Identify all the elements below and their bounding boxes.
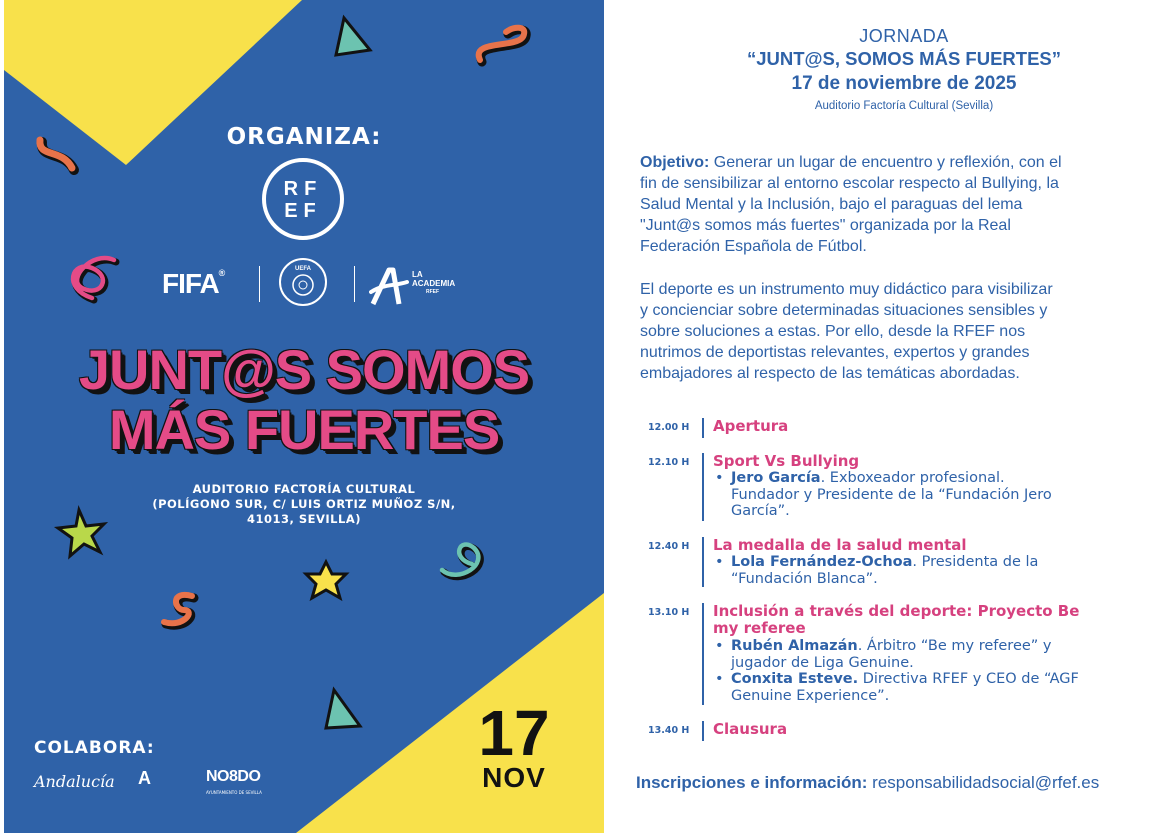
rfef-logo-line1: RF xyxy=(283,178,323,200)
headline-line1: JUNT@S SOMOS xyxy=(78,338,530,401)
sport-line4: nutrimos de deportistas relevantes, expertos y grandes xyxy=(640,344,1030,361)
objective-line2: fin de sensibilizar al entorno escolar respecto al Bullying, la xyxy=(640,175,1059,192)
organiza-heading: ORGANIZA: xyxy=(226,124,382,150)
academia-line3: RFEF xyxy=(426,289,440,295)
speaker-desc: . Árbitro “Be my referee” y xyxy=(857,638,1052,654)
fifa-logo-text: FIFA xyxy=(162,268,219,299)
agenda-time: 13.10 H xyxy=(648,607,690,618)
partner-logos xyxy=(154,258,464,310)
sport-line5: embajadores al respecto de las temáticas abordadas. xyxy=(640,365,1020,382)
registration-email[interactable]: responsabilidadsocial@rfef.es xyxy=(867,773,1100,792)
agenda-slot xyxy=(644,603,1163,707)
venue-line1: AUDITORIO FACTORÍA CULTURAL xyxy=(192,482,416,496)
triangle-confetti-bottom xyxy=(326,690,360,728)
sport-line2: y concienciar sobre determinadas situaciones sensibles y xyxy=(640,302,1048,319)
spiral-right xyxy=(442,544,478,574)
agenda-title: La medalla de la salud mental xyxy=(713,536,967,554)
agenda-divider xyxy=(702,603,704,705)
objective-line1: Generar un lugar de encuentro y reflexión, con el xyxy=(709,154,1062,171)
triangle-confetti-top xyxy=(336,18,370,55)
speaker-name: Lola Fernández-Ochoa xyxy=(731,554,913,570)
agenda-title xyxy=(713,603,1079,637)
agenda-time: 13.40 H xyxy=(648,725,690,736)
academia-line2: ACADEMIA xyxy=(412,279,456,288)
poster-day: 17 xyxy=(478,697,550,769)
agenda-divider xyxy=(702,537,704,587)
speaker-desc: . Exboxeador profesional. xyxy=(820,470,1005,486)
event-venue: Auditorio Factoría Cultural (Sevilla) xyxy=(814,100,994,112)
colabora-heading: COLABORA: xyxy=(34,738,155,758)
la-academia-logo-text xyxy=(412,270,455,297)
agenda-divider xyxy=(702,418,704,438)
speaker-desc-cont: García”. xyxy=(731,503,790,519)
speaker-desc-cont: Fundador y Presidente de la “Fundación Jero xyxy=(731,486,1052,503)
objective-line4: "Junt@s somos más fuertes" organizada por la Real xyxy=(640,217,1011,234)
agenda-speakers xyxy=(713,470,1052,520)
agenda-slot xyxy=(644,537,1163,587)
venue-line3: 41013, SEVILLA) xyxy=(246,512,361,526)
andalucia-logo: Andalucía xyxy=(34,772,115,791)
event-slogan: “JUNT@S, SOMOS MÁS FUERTES” xyxy=(746,48,1062,69)
logo-separator xyxy=(259,266,260,302)
speaker-item xyxy=(713,638,1079,655)
speaker-desc-cont: “Fundación Blanca”. xyxy=(731,570,878,587)
uefa-logo-text: UEFA xyxy=(294,266,311,272)
rfef-logo xyxy=(262,158,344,240)
bullet: • xyxy=(715,638,724,654)
sport-paragraph xyxy=(640,279,1163,384)
nodo-logo: NO8DO xyxy=(206,768,261,785)
objective-paragraph xyxy=(640,152,1163,257)
venue-line2: (POLÍGONO SUR, C/ LUIS ORTIZ MUÑOZ S/N, xyxy=(152,497,456,511)
academia-line1: LA xyxy=(412,270,423,279)
collaborator-logos xyxy=(34,766,274,806)
registration-info xyxy=(636,773,1099,793)
sport-line3: sobre soluciones a estas. Por ello, desde la RFEF nos xyxy=(640,323,1026,340)
bullet: • xyxy=(715,470,724,486)
event-poster xyxy=(4,0,604,833)
bullet: • xyxy=(715,671,724,687)
agenda-title-line2: my referee xyxy=(713,619,806,637)
agenda-divider xyxy=(702,721,704,741)
speaker-name: Jero García xyxy=(731,470,821,486)
speaker-item xyxy=(713,671,1079,688)
agenda-slot xyxy=(644,453,1163,523)
agenda-divider xyxy=(702,453,704,521)
fifa-registered-mark: ® xyxy=(218,268,225,278)
nodo-logo-subtitle: AYUNTAMIENTO DE SEVILLA xyxy=(206,790,262,795)
objective-label: Objetivo: xyxy=(640,154,710,171)
objective-line5: Federación Española de Fútbol. xyxy=(640,238,867,255)
venue-address xyxy=(4,482,604,527)
headline-line2: MÁS FUERTES xyxy=(108,398,500,461)
poster-month: NOV xyxy=(482,762,546,793)
event-date: 17 de noviembre de 2025 xyxy=(791,73,1017,94)
agenda-time: 12.00 H xyxy=(648,422,690,433)
speaker-item xyxy=(713,554,1038,571)
agenda-time: 12.10 H xyxy=(648,457,690,468)
agenda-title: Apertura xyxy=(713,417,789,435)
academia-a-icon xyxy=(369,266,409,306)
objective-line3: Salud Mental y la Inclusión, bajo el paraguas del lema xyxy=(640,196,1023,213)
agenda-title-line1: Inclusión a través del deporte: Proyecto Be xyxy=(713,602,1080,620)
speaker-item xyxy=(713,470,1052,487)
agenda-slot xyxy=(644,418,1163,438)
speaker-desc-cont: Genuine Experience”. xyxy=(731,687,890,704)
registration-label: Inscripciones e información: xyxy=(636,773,868,792)
speaker-name: Rubén Almazán xyxy=(731,638,858,654)
speaker-desc: . Presidenta de la xyxy=(912,554,1039,570)
uefa-logo xyxy=(279,258,327,306)
star-confetti-yellow xyxy=(306,562,346,598)
agenda-title: Clausura xyxy=(713,720,788,738)
uefa-stars-icon xyxy=(281,272,325,302)
agenda-speakers xyxy=(713,638,1079,704)
fifa-logo xyxy=(162,268,224,300)
agenda-slot xyxy=(644,721,1163,741)
junta-a-logo: A xyxy=(138,768,151,788)
jornada-label: JORNADA xyxy=(859,26,949,46)
rfef-logo-line2: EF xyxy=(284,200,322,222)
speaker-name: Conxita Esteve. xyxy=(731,671,859,687)
speaker-desc: Directiva RFEF y CEO de “AGF xyxy=(858,671,1079,687)
bullet: • xyxy=(715,554,724,570)
logo-separator xyxy=(354,266,355,302)
la-academia-logo-mark xyxy=(369,266,409,312)
sport-line1: El deporte es un instrumento muy didáctico para visibilizar xyxy=(640,281,1053,298)
agenda-speakers xyxy=(713,554,1038,587)
event-info-panel xyxy=(604,0,1163,837)
agenda-title: Sport Vs Bullying xyxy=(713,452,860,470)
agenda-time: 12.40 H xyxy=(648,541,690,552)
speaker-desc-cont: jugador de Liga Genuine. xyxy=(731,654,914,671)
